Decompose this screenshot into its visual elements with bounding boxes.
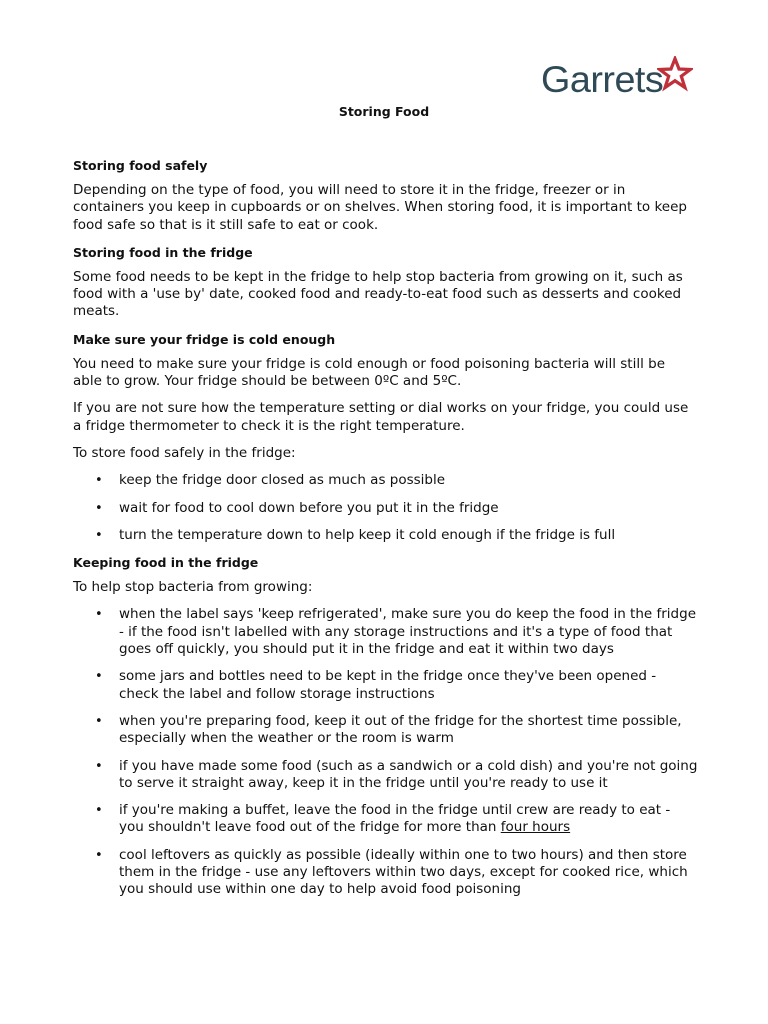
list-item: • cool leftovers as quickly as possible (ideally within one to two hours) and then store them in the fridge - use any leftovers within two days, except for cooked rice, which you should use within one day to help avoid food poisoning [73,847,698,899]
four-hours-link[interactable]: four hours [500,819,571,836]
paragraph: To store food safely in the fridge: [73,444,296,461]
document-body [73,157,698,909]
paragraph: You need to make sure your fridge is cold enough or food poisoning bacteria will still be able to grow. Your fridge should be between 0ºC and 5ºC. [73,355,666,390]
list-item: • when you're preparing food, keep it out of the fridge for the shortest time possible, especially when the weather or the room is warm [73,713,698,748]
logo-text: Garrets [541,59,664,100]
list-item: • wait for food to cool down before you put it in the fridge [73,500,698,517]
paragraph: If you are not sure how the temperature setting or dial works on your fridge, you could use a fridge thermometer to check it is the right temperature. [73,400,689,434]
paragraph: Some food needs to be kept in the fridge to help stop bacteria from growing on it, such as food with a 'use by' date, cooked food and ready-to-eat food such as desserts and cooked meats. [73,268,683,320]
list-item-text: if you're making a buffet, leave the food in the fridge until crew are ready to eat - you shouldn't leave food out of the fridge for more than [119,802,671,836]
list-item: • when the label says 'keep refrigerated', make sure you do keep the food in the fridge - if the food isn't labelled with any storage instructions and it's a type of food that goes off quickly, you should put it in the fridge and eat it within two days [73,606,698,658]
paragraph: To help stop bacteria from growing: [73,579,313,596]
heading-fridge-cold-enough: Make sure your fridge is cold enough [73,331,336,347]
paragraph: Depending on the type of food, you will need to store it in the fridge, freezer or in containers you keep in cupboards or on shelves. When storing food, it is important to keep food safe so that is it still safe to eat or cook. [73,182,687,233]
list-item: • if you have made some food (such as a sandwich or a cold dish) and you're not going to serve it straight away, keep it in the fridge until you're ready to use it [73,758,698,793]
bullet-list [73,472,698,544]
heading-keeping-food-in-fridge: Keeping food in the fridge [73,555,259,571]
list-item: • some jars and bottles need to be kept in the fridge once they've been opened - check the label and follow storage instructions [73,668,698,703]
garrets-logo [541,58,693,102]
list-item: • turn the temperature down to help keep it cold enough if the fridge is full [73,527,698,544]
bullet-list [73,606,698,898]
list-item: • keep the fridge door closed as much as possible [73,472,698,489]
document-title: Storing Food [338,104,430,119]
heading-storing-food-safely: Storing food safely [73,158,208,173]
heading-storing-food-in-fridge: Storing food in the fridge [73,244,253,260]
list-item [73,802,698,837]
